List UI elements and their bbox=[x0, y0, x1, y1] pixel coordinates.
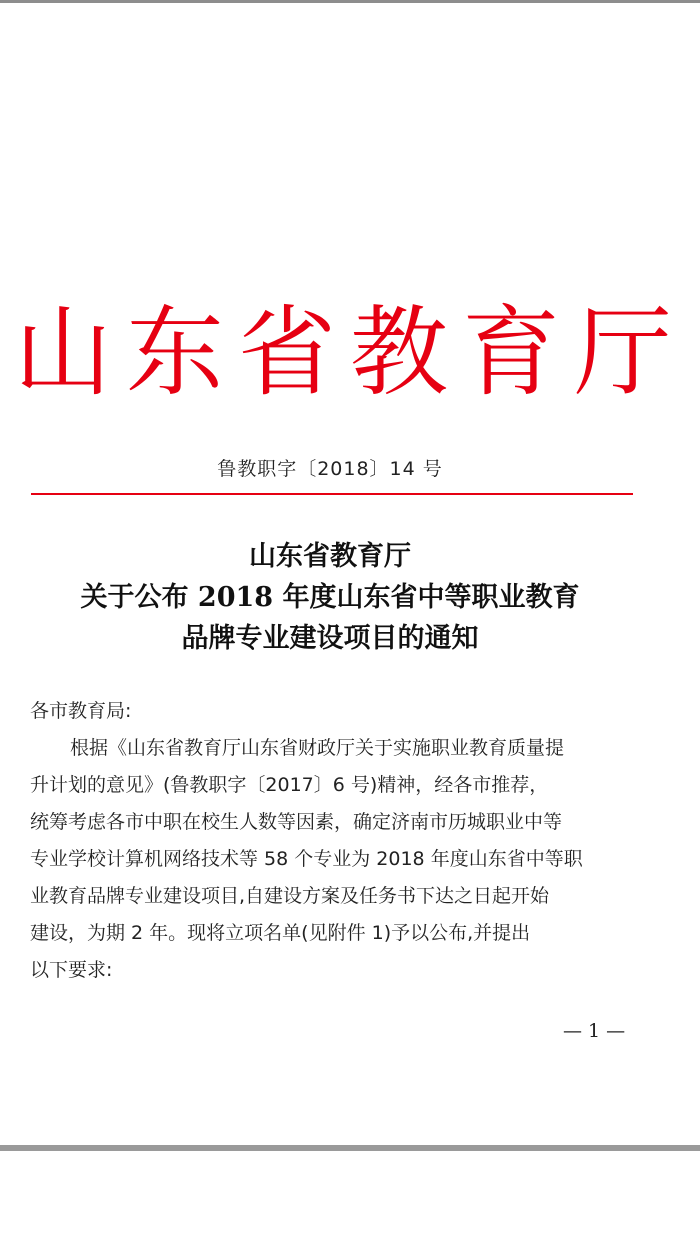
issuer-header: 山东省教育厅 bbox=[13, 296, 686, 410]
red-divider-line bbox=[31, 493, 633, 495]
title-line: 品牌专业建设项目的通知 bbox=[181, 623, 479, 654]
body-line: 升计划的意见》(鲁教职字〔2017〕6 号)精神，经各市推荐， bbox=[30, 774, 549, 796]
body-line: 以下要求: bbox=[30, 959, 113, 981]
body-line: 根据《山东省教育厅山东省财政厅关于实施职业教育质量提 bbox=[70, 737, 565, 759]
body-line: 建设，为期 2 年。现将立项名单(见附件 1)予以公布,并提出 bbox=[30, 922, 531, 944]
document-page bbox=[0, 3, 700, 1145]
body-line: 专业学校计算机网络技术等 58 个专业为 2018 年度山东省中等职 bbox=[30, 848, 583, 870]
title-line: 关于公布 2018 年度山东省中等职业教育 bbox=[80, 582, 580, 613]
document-body bbox=[30, 693, 640, 989]
salutation: 各市教育局: bbox=[30, 700, 132, 722]
document-title bbox=[0, 536, 660, 659]
document-number: 鲁教职字〔2018〕14 号 bbox=[217, 458, 443, 480]
next-page-area bbox=[0, 1151, 700, 1244]
body-line: 统筹考虑各市中职在校生人数等因素，确定济南市历城职业中等 bbox=[30, 811, 563, 833]
title-line: 山东省教育厅 bbox=[249, 541, 411, 572]
page-number: — 1 — bbox=[563, 1020, 626, 1042]
body-line: 业教育品牌专业建设项目,自建设方案及任务书下达之日起开始 bbox=[30, 885, 550, 907]
